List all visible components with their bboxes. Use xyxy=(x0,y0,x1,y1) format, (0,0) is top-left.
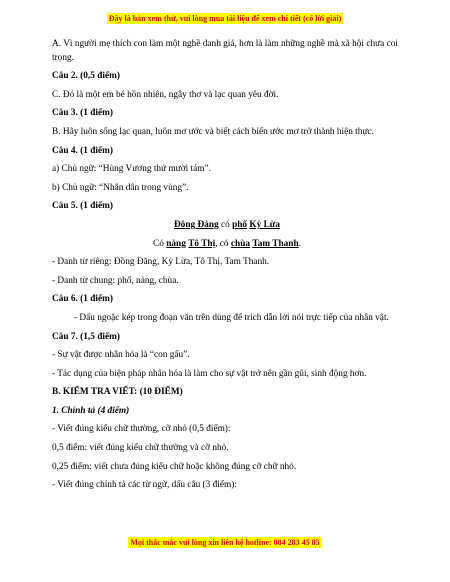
part1-line-4: - Viết đúng chính tả các từ ngữ, dấu câu (3 điểm): xyxy=(52,480,237,491)
q5-proper-nouns: - Danh từ riêng: Đồng Đăng, Kỳ Lừa, Tô Thị, Tam Thanh. xyxy=(52,257,270,268)
q6-answer: - Dấu ngoặc kép trong đoạn văn trên dùng để trích dẫn lời nói trực tiếp của nhân vật. xyxy=(74,312,389,323)
q2-title: Câu 2. (0,5 điểm) xyxy=(52,71,120,82)
noun-nang: nàng xyxy=(166,238,186,249)
q4-title: Câu 4. (1 điểm) xyxy=(52,145,113,156)
part1-line-2: 0,5 điểm: viết đúng kiểu chữ thường và cỡ nhỏ. xyxy=(52,443,229,454)
q7-title: Câu 7. (1,5 điểm) xyxy=(52,331,120,342)
hotline-banner xyxy=(0,532,450,550)
q4-answer-a: a) Chủ ngữ: “Hùng Vương thứ mười tám”. xyxy=(52,164,211,175)
part1-line-1: - Viết đúng kiểu chữ thường, cỡ nhỏ (0,5 điểm): xyxy=(52,424,231,435)
q2-answer: C. Đó là một em bé hồn nhiên, ngây thơ và lạc quan yêu đời. xyxy=(52,89,279,100)
noun-tam-thanh: Tam Thanh xyxy=(252,238,299,249)
q6-title: Câu 6. (1 điểm) xyxy=(52,294,113,305)
document-body xyxy=(52,38,402,493)
noun-to-thi: Tô Thị xyxy=(188,238,216,249)
preview-banner-text: Đây là bản xem thử, vui lòng mua tài liệu để xem chi tiết (có lời giải) xyxy=(108,14,342,23)
noun-dong-dang: Đông Đảng xyxy=(173,219,219,230)
q5-poem-line-2: Có nàng Tô Thị, có chùa Tam Thanh. xyxy=(153,238,301,249)
q5-title: Câu 5. (1 điểm) xyxy=(52,201,113,212)
section-b-heading: B. KIỂM TRA VIẾT: (10 ĐIỂM) xyxy=(52,387,183,398)
preview-banner xyxy=(0,8,450,26)
noun-chua: chùa xyxy=(230,238,251,249)
part1-line-3: 0,25 điểm: viết chưa đúng kiểu chữ hoặc không đúng cỡ chữ nhỏ. xyxy=(52,461,297,472)
q7-answer-b: - Tác dụng của biện pháp nhân hóa là làm cho sự vật trở nên gần gũi, sinh động hơn. xyxy=(52,368,367,379)
noun-ky-lua: Kỳ Lừa xyxy=(249,219,281,230)
q5-common-nouns: - Danh từ chung: phố, nàng, chùa. xyxy=(52,275,179,286)
q3-answer: B. Hãy luôn sống lạc quan, luôn mơ ước và biết cách biến ước mơ trở thành hiện thực. xyxy=(52,126,374,137)
q5-poem-line-1: Đông Đảng có phố Kỳ Lừa xyxy=(173,219,281,230)
q3-title: Câu 3. (1 điểm) xyxy=(52,108,113,119)
part1-title: 1. Chính tả (4 điểm) xyxy=(52,405,130,416)
q7-answer-a: - Sự vật được nhân hóa là “con gấu”. xyxy=(52,350,190,361)
q4-answer-b: b) Chủ ngữ: “Nhân dân trong vùng”. xyxy=(52,182,189,193)
q1-answer: A. Vì người mẹ thích con làm một nghề danh giá, hơn là làm những nghề mà xã hội chưa coi trọng. xyxy=(52,39,398,63)
hotline-banner-text: Mọi thắc mắc vui lòng xin liên hệ hotline: 084 283 45 85 xyxy=(130,538,320,547)
noun-pho: phố xyxy=(232,219,248,230)
